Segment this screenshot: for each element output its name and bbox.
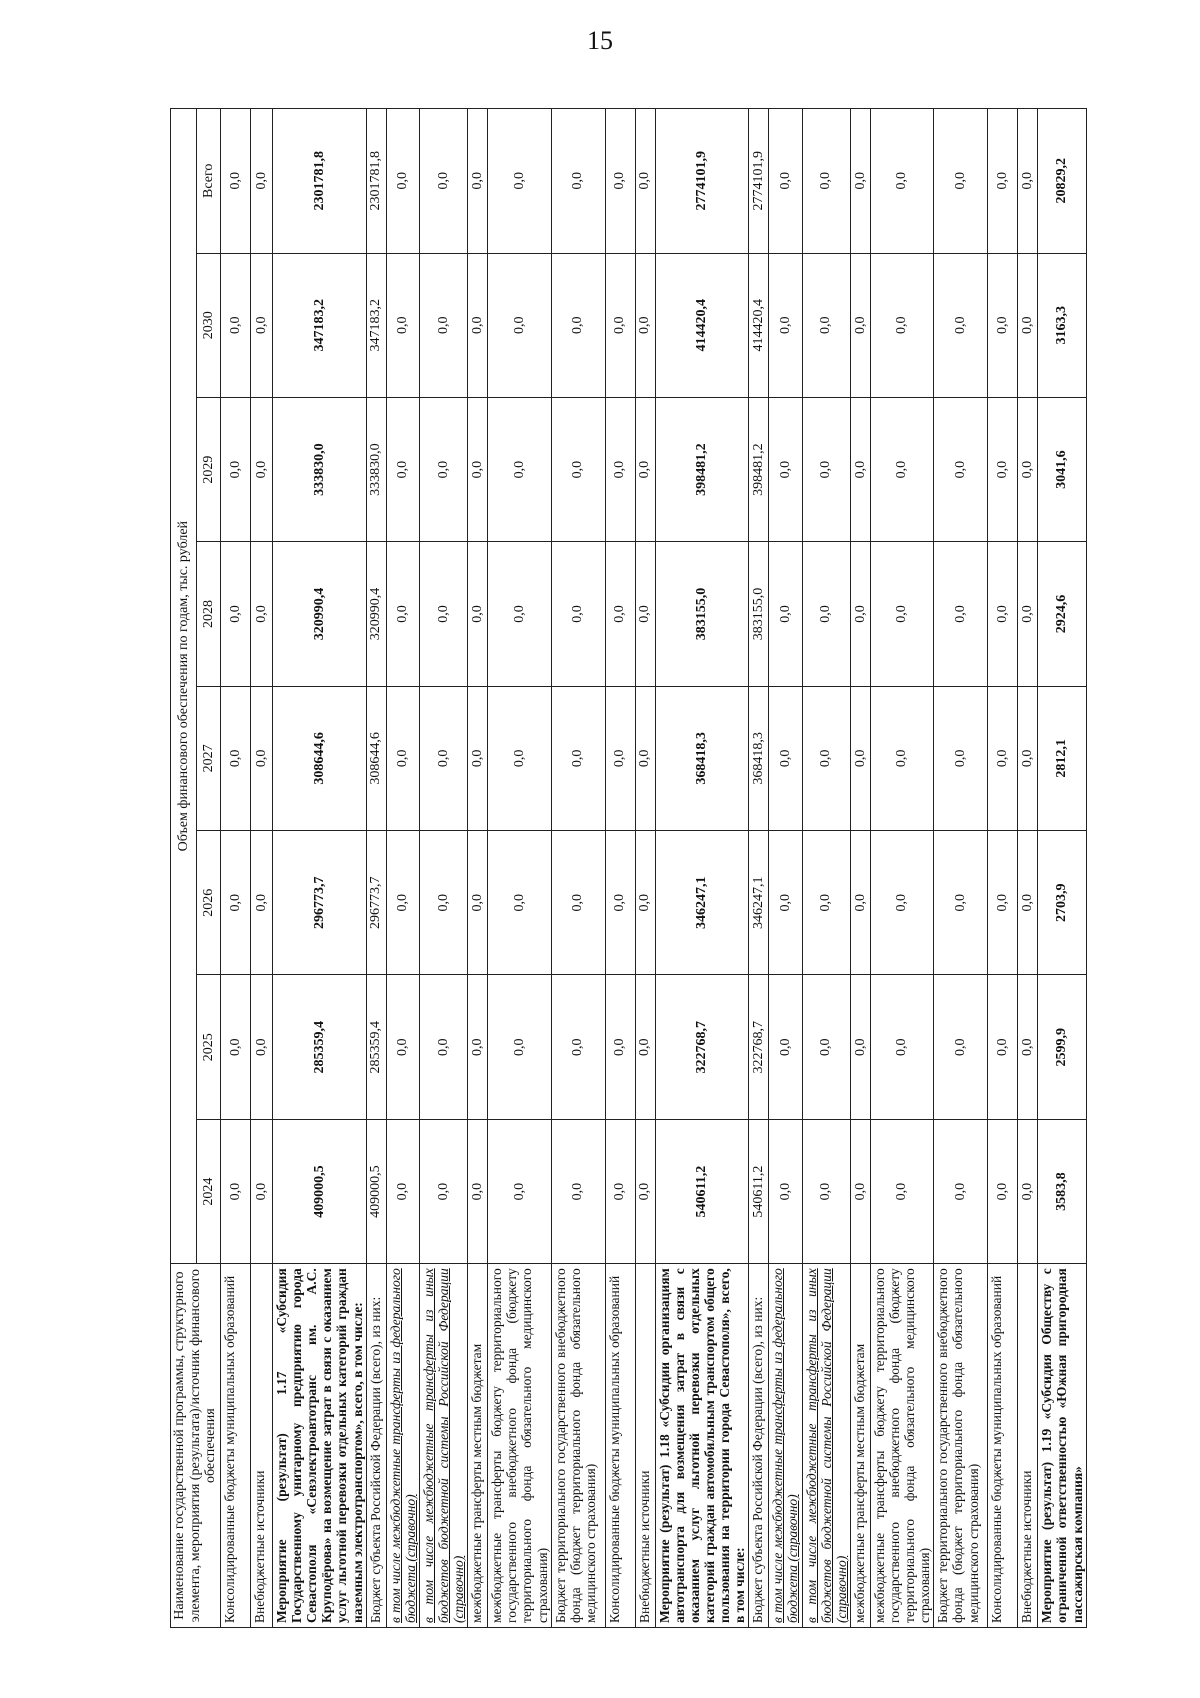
- row-value-total: 0,0: [221, 109, 251, 254]
- row-value: 398481,2: [655, 397, 749, 541]
- row-value: 0,0: [419, 253, 467, 397]
- table-row: [251, 109, 273, 1628]
- row-value: 333830,0: [366, 397, 386, 541]
- row-value: 0,0: [1018, 1119, 1038, 1263]
- row-value: 383155,0: [749, 542, 769, 686]
- row-value-total: 0,0: [870, 109, 933, 254]
- row-value: 2599,9: [1038, 975, 1086, 1119]
- row-value: 0,0: [1018, 975, 1038, 1119]
- row-value: 0,0: [850, 542, 870, 686]
- row-value: 0,0: [419, 1119, 467, 1263]
- row-value: 0,0: [850, 831, 870, 975]
- row-label: межбюджетные трансферты местным бюджетам: [850, 1264, 870, 1628]
- row-label: межбюджетные трансферты бюджету территориального государственного внебюджетного фонда (бюджету территориального фонда обязательного медицинского страхования): [488, 1264, 551, 1628]
- row-value: 0,0: [769, 686, 802, 830]
- row-value: 540611,2: [749, 1119, 769, 1263]
- row-value: 0,0: [988, 1119, 1018, 1263]
- row-value: 0,0: [605, 542, 635, 686]
- row-value: 0,0: [988, 831, 1018, 975]
- row-value: 0,0: [551, 831, 605, 975]
- table-row: [221, 109, 251, 1628]
- row-value-total: 0,0: [488, 109, 551, 254]
- row-value: 0,0: [802, 397, 850, 541]
- row-value: 0,0: [221, 831, 251, 975]
- row-value: 0,0: [468, 975, 488, 1119]
- row-value: 308644,6: [366, 686, 386, 830]
- row-label: Бюджет субъекта Российской Федерации (всего), из них:: [749, 1264, 769, 1628]
- table-row: [468, 109, 488, 1628]
- row-value-total: 0,0: [551, 109, 605, 254]
- row-value: 0,0: [386, 686, 419, 830]
- row-value: 0,0: [221, 397, 251, 541]
- row-value: 0,0: [802, 975, 850, 1119]
- row-value-total: 2774101,9: [655, 109, 749, 254]
- row-value: 0,0: [605, 975, 635, 1119]
- row-value: 0,0: [870, 975, 933, 1119]
- row-value: 0,0: [934, 397, 988, 541]
- row-value: 0,0: [605, 397, 635, 541]
- table-row: [635, 109, 655, 1628]
- row-value-total: 20829,2: [1038, 109, 1086, 254]
- row-value: 0,0: [934, 1119, 988, 1263]
- row-value: 0,0: [419, 397, 467, 541]
- row-value-total: 0,0: [1018, 109, 1038, 254]
- row-value: 333830,0: [273, 397, 367, 541]
- row-value: 0,0: [251, 831, 273, 975]
- row-label: в том числе межбюджетные трансферты из федерального бюджета (справочно): [386, 1264, 419, 1628]
- row-value: 0,0: [635, 975, 655, 1119]
- table-row: [605, 109, 635, 1628]
- row-value: 414420,4: [749, 253, 769, 397]
- row-value-total: 0,0: [769, 109, 802, 254]
- table-row: [488, 109, 551, 1628]
- row-value: 0,0: [488, 686, 551, 830]
- row-label: Внебюджетные источники: [635, 1264, 655, 1628]
- row-value: 0,0: [870, 253, 933, 397]
- row-value: 0,0: [468, 831, 488, 975]
- header-year: 2025: [197, 975, 221, 1119]
- row-value-total: 2774101,9: [749, 109, 769, 254]
- row-value: 409000,5: [273, 1119, 367, 1263]
- row-value: 0,0: [551, 397, 605, 541]
- row-value: 320990,4: [273, 542, 367, 686]
- row-value-total: 0,0: [605, 109, 635, 254]
- row-value-total: 2301781,8: [273, 109, 367, 254]
- row-value: 0,0: [802, 686, 850, 830]
- table-row: [655, 109, 749, 1628]
- row-value: 0,0: [769, 1119, 802, 1263]
- header-year: 2024: [197, 1119, 221, 1263]
- row-value: 0,0: [251, 975, 273, 1119]
- table-row: [551, 109, 605, 1628]
- row-label: Мероприятие (результат) 1.19 «Субсидия Обществу с ограниченной ответственностью «Южная пригородная пассажирская компания»: [1038, 1264, 1086, 1628]
- row-value: 0,0: [605, 831, 635, 975]
- row-value: 2812,1: [1038, 686, 1086, 830]
- row-value: 0,0: [468, 253, 488, 397]
- row-value: 0,0: [1018, 253, 1038, 397]
- row-value: 0,0: [605, 686, 635, 830]
- row-value: 0,0: [870, 397, 933, 541]
- row-value: 0,0: [1018, 831, 1038, 975]
- row-value: 0,0: [221, 1119, 251, 1263]
- row-value: 0,0: [1018, 397, 1038, 541]
- row-value-total: 0,0: [251, 109, 273, 254]
- row-value: 0,0: [251, 397, 273, 541]
- row-value: 0,0: [221, 686, 251, 830]
- row-value: 3583,8: [1038, 1119, 1086, 1263]
- row-value: 0,0: [802, 1119, 850, 1263]
- row-value: 308644,6: [273, 686, 367, 830]
- table-row: [870, 109, 933, 1628]
- row-label: Мероприятие (результат) 1.18 «Субсидии организациям автотранспорта для возмещения затрат в связи с оказанием услуг льготной перевозки отдельных категорий граждан автомобильным транспортом общего пользования на территории города Севастополя», всего, в том числе:: [655, 1264, 749, 1628]
- table-row: [850, 109, 870, 1628]
- row-value: 0,0: [386, 253, 419, 397]
- row-label: Внебюджетные источники: [1018, 1264, 1038, 1628]
- row-value: 0,0: [419, 975, 467, 1119]
- row-value: 0,0: [850, 686, 870, 830]
- row-value: 383155,0: [655, 542, 749, 686]
- row-value: 0,0: [419, 686, 467, 830]
- header-year: 2029: [197, 397, 221, 541]
- row-value: 0,0: [468, 686, 488, 830]
- row-value: 0,0: [221, 975, 251, 1119]
- financing-table: [170, 108, 1087, 1628]
- row-value: 2924,6: [1038, 542, 1086, 686]
- row-value: 0,0: [988, 975, 1018, 1119]
- row-value: 347183,2: [366, 253, 386, 397]
- row-label: межбюджетные трансферты бюджету территориального государственного внебюджетного фонда (бюджету территориального фонда обязательного медицинского страхования): [870, 1264, 933, 1628]
- row-value: 0,0: [386, 542, 419, 686]
- row-value: 0,0: [221, 542, 251, 686]
- row-label: межбюджетные трансферты местным бюджетам: [468, 1264, 488, 1628]
- row-value-total: 0,0: [850, 109, 870, 254]
- row-value: 285359,4: [273, 975, 367, 1119]
- row-value-total: 0,0: [419, 109, 467, 254]
- row-value: 368418,3: [749, 686, 769, 830]
- row-value: 0,0: [468, 542, 488, 686]
- row-value: 0,0: [769, 253, 802, 397]
- row-value: 0,0: [850, 253, 870, 397]
- header-year: 2028: [197, 542, 221, 686]
- row-value: 0,0: [488, 1119, 551, 1263]
- rotated-table-container: [170, 108, 1085, 1628]
- page-number: 15: [587, 26, 613, 55]
- row-value: 0,0: [1018, 542, 1038, 686]
- table-row: [934, 109, 988, 1628]
- row-value: 320990,4: [366, 542, 386, 686]
- row-value: 0,0: [551, 975, 605, 1119]
- row-label: Бюджет территориального государственного внебюджетного фонда (бюджет территориального фонда обязательного медицинского страхования): [934, 1264, 988, 1628]
- header-year-total: Всего: [197, 109, 221, 254]
- table-row: [273, 109, 367, 1628]
- row-value: 414420,4: [655, 253, 749, 397]
- row-value: 0,0: [870, 831, 933, 975]
- row-value: 346247,1: [749, 831, 769, 975]
- row-value: 398481,2: [749, 397, 769, 541]
- row-value: 0,0: [488, 975, 551, 1119]
- row-value: 0,0: [251, 253, 273, 397]
- row-value: 0,0: [251, 686, 273, 830]
- row-value: 296773,7: [366, 831, 386, 975]
- row-value: 0,0: [419, 542, 467, 686]
- row-value: 0,0: [870, 542, 933, 686]
- row-label: Консолидированные бюджеты муниципальных образований: [221, 1264, 251, 1628]
- row-label: Бюджет территориального государственного внебюджетного фонда (бюджет территориального фонда обязательного медицинского страхования): [551, 1264, 605, 1628]
- row-value: 0,0: [934, 542, 988, 686]
- row-value-total: 0,0: [635, 109, 655, 254]
- row-value: 0,0: [221, 253, 251, 397]
- row-value: 0,0: [551, 542, 605, 686]
- row-value: 0,0: [635, 542, 655, 686]
- row-value: 0,0: [419, 831, 467, 975]
- table-row: [366, 109, 386, 1628]
- header-name-column: Наименование государственной программы, структурного элемента, мероприятия (результата)/источник финансового обеспечения: [171, 1264, 221, 1628]
- row-value: 0,0: [635, 1119, 655, 1263]
- row-label: Внебюджетные источники: [251, 1264, 273, 1628]
- row-label: Консолидированные бюджеты муниципальных образований: [605, 1264, 635, 1628]
- row-value: 2703,9: [1038, 831, 1086, 975]
- row-value: 0,0: [934, 831, 988, 975]
- row-value: 0,0: [551, 686, 605, 830]
- row-value: 0,0: [635, 831, 655, 975]
- row-value: 0,0: [488, 253, 551, 397]
- row-value: 347183,2: [273, 253, 367, 397]
- row-value-total: 0,0: [802, 109, 850, 254]
- row-value: 0,0: [802, 253, 850, 397]
- row-value: 0,0: [850, 1119, 870, 1263]
- row-value: 0,0: [870, 686, 933, 830]
- table-row: [1018, 109, 1038, 1628]
- row-value: 0,0: [551, 253, 605, 397]
- row-value: 322768,7: [655, 975, 749, 1119]
- row-value: 0,0: [802, 542, 850, 686]
- table-row: [749, 109, 769, 1628]
- row-value: 0,0: [934, 686, 988, 830]
- row-value-total: 0,0: [468, 109, 488, 254]
- row-value: 0,0: [386, 1119, 419, 1263]
- row-value: 3041,6: [1038, 397, 1086, 541]
- row-value: 0,0: [802, 831, 850, 975]
- header-volume-title: Объем финансового обеспечения по годам, тыс. рублей: [171, 109, 197, 1264]
- table-row: [802, 109, 850, 1628]
- table-row: [1038, 109, 1086, 1628]
- table-row: [419, 109, 467, 1628]
- row-value: 0,0: [386, 831, 419, 975]
- row-value: 0,0: [386, 975, 419, 1119]
- table-row: [988, 109, 1018, 1628]
- row-value: 322768,7: [749, 975, 769, 1119]
- row-value: 285359,4: [366, 975, 386, 1119]
- row-value: 0,0: [850, 397, 870, 541]
- header-year: 2030: [197, 253, 221, 397]
- row-value: 296773,7: [273, 831, 367, 975]
- row-label: Консолидированные бюджеты муниципальных образований: [988, 1264, 1018, 1628]
- row-value: 0,0: [635, 397, 655, 541]
- row-label: Бюджет субъекта Российской Федерации (всего), из них:: [366, 1264, 386, 1628]
- table-row: [769, 109, 802, 1628]
- row-value: 0,0: [635, 686, 655, 830]
- row-value-total: 0,0: [386, 109, 419, 254]
- row-value: 0,0: [551, 1119, 605, 1263]
- row-value: 0,0: [769, 975, 802, 1119]
- row-value: 0,0: [251, 1119, 273, 1263]
- table-row: [386, 109, 419, 1628]
- row-value: 0,0: [988, 542, 1018, 686]
- row-value-total: 0,0: [988, 109, 1018, 254]
- table-body: [221, 109, 1087, 1628]
- row-value: 0,0: [488, 831, 551, 975]
- row-value: 0,0: [769, 542, 802, 686]
- row-value: 0,0: [1018, 686, 1038, 830]
- row-value: 0,0: [251, 542, 273, 686]
- row-value: 0,0: [870, 1119, 933, 1263]
- row-value: 0,0: [988, 397, 1018, 541]
- row-value: 0,0: [850, 975, 870, 1119]
- row-value: 0,0: [934, 253, 988, 397]
- row-label: в том числе межбюджетные трансферты из федерального бюджета (справочно): [769, 1264, 802, 1628]
- header-year: 2027: [197, 686, 221, 830]
- row-value: 0,0: [488, 397, 551, 541]
- row-value: 0,0: [605, 1119, 635, 1263]
- row-value: 3163,3: [1038, 253, 1086, 397]
- row-value: 0,0: [468, 397, 488, 541]
- row-value: 409000,5: [366, 1119, 386, 1263]
- row-value-total: 2301781,8: [366, 109, 386, 254]
- row-value: 0,0: [635, 253, 655, 397]
- row-value: 0,0: [769, 831, 802, 975]
- row-value: 0,0: [988, 253, 1018, 397]
- row-value: 368418,3: [655, 686, 749, 830]
- row-label: в том числе межбюджетные трансферты из иных бюджетов бюджетной системы Российской Федерации (справочно): [802, 1264, 850, 1628]
- row-value-total: 0,0: [934, 109, 988, 254]
- row-value: 0,0: [988, 686, 1018, 830]
- row-value: 540611,2: [655, 1119, 749, 1263]
- row-value: 0,0: [934, 975, 988, 1119]
- header-year: 2026: [197, 831, 221, 975]
- row-label: Мероприятие (результат) 1.17 «Субсидия Государственному унитарному предприятию города Севастополя «Севэлектроавтотранс им. А.С. Круподёрова» на возмещение затрат в связи с оказанием услуг льготной перевозки отдельных категорий граждан наземным электротранспортом», всего, в том числе:: [273, 1264, 367, 1628]
- row-value: 0,0: [386, 397, 419, 541]
- row-value: 0,0: [468, 1119, 488, 1263]
- row-value: 346247,1: [655, 831, 749, 975]
- row-label: в том числе межбюджетные трансферты из иных бюджетов бюджетной системы Российской Федерации (справочно): [419, 1264, 467, 1628]
- row-value: 0,0: [488, 542, 551, 686]
- row-value: 0,0: [769, 397, 802, 541]
- row-value: 0,0: [605, 253, 635, 397]
